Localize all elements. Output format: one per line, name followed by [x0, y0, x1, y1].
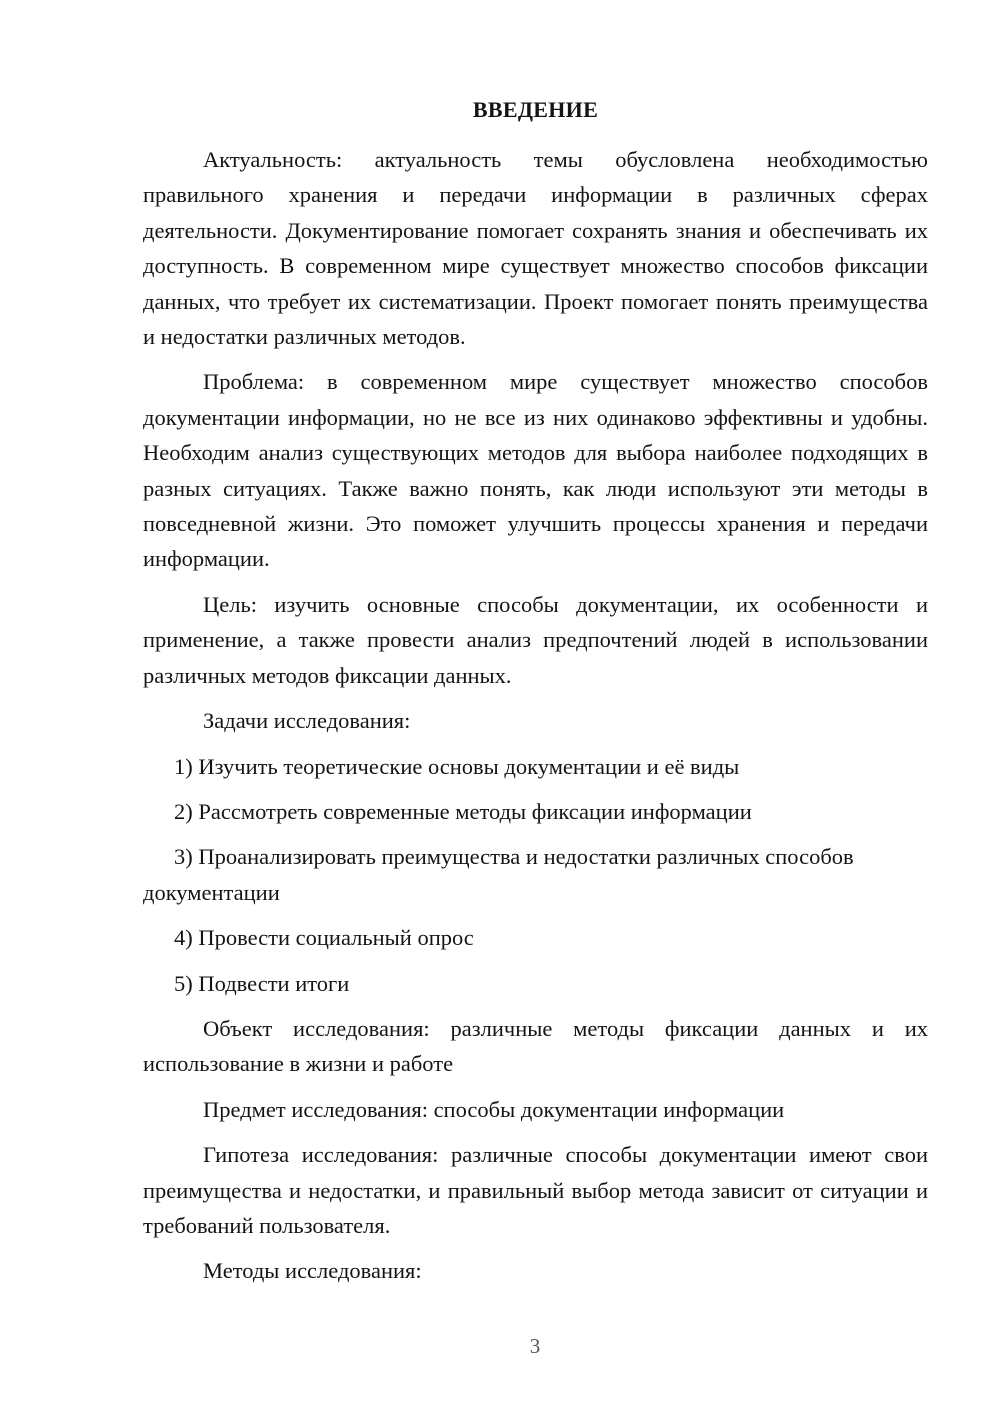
object-paragraph: Объект исследования: различные методы фиксации данных и их использование в жизни и работе: [143, 1015, 928, 1077]
tasks-heading: Задачи исследования:: [203, 708, 411, 734]
task-item-1: 1) Изучить теоретические основы документации и её виды: [174, 753, 740, 779]
page-content: [143, 96, 928, 1299]
task-item-5: 5) Подвести итоги: [174, 970, 350, 996]
methods-heading: Методы исследования:: [203, 1258, 422, 1284]
goal-paragraph: Цель: изучить основные способы документации, их особенности и применение, а также провести анализ предпочтений людей в использовании различных методов фиксации данных.: [143, 591, 928, 688]
relevance-paragraph: Актуальность: актуальность темы обусловлена необходимостью правильного хранения и передачи информации в различных сферах деятельности. Документирование помогает сохранять знания и обеспечивать их доступность. В современном мире существует множество способов фиксации данных, что требует их систематизации. Проект помогает понять преимущества и недостатки различных методов.: [143, 147, 928, 350]
task-item-3: 3) Проанализировать преимущества и недостатки различных способов документации: [143, 844, 854, 905]
page-number: 3: [529, 1334, 541, 1358]
hypothesis-paragraph: Гипотеза исследования: различные способы документации имеют свои преимущества и недостатки, и правильный выбор метода зависит от ситуации и требований пользователя.: [143, 1142, 928, 1238]
subject-paragraph: Предмет исследования: способы документации информации: [203, 1096, 785, 1122]
task-item-2: 2) Рассмотреть современные методы фиксации информации: [174, 798, 752, 824]
section-title: ВВЕДЕНИЕ: [472, 97, 599, 122]
problem-paragraph: Проблема: в современном мире существует множество способов документации информации, но не все из них одинаково эффективны и удобны. Необходим анализ существующих методов для выбора наиболее подходящих в разных ситуациях. Также важно понять, как люди используют эти методы в повседневной жизни. Это поможет улучшить процессы хранения и передачи информации.: [143, 369, 928, 572]
task-item-4: 4) Провести социальный опрос: [174, 925, 474, 951]
